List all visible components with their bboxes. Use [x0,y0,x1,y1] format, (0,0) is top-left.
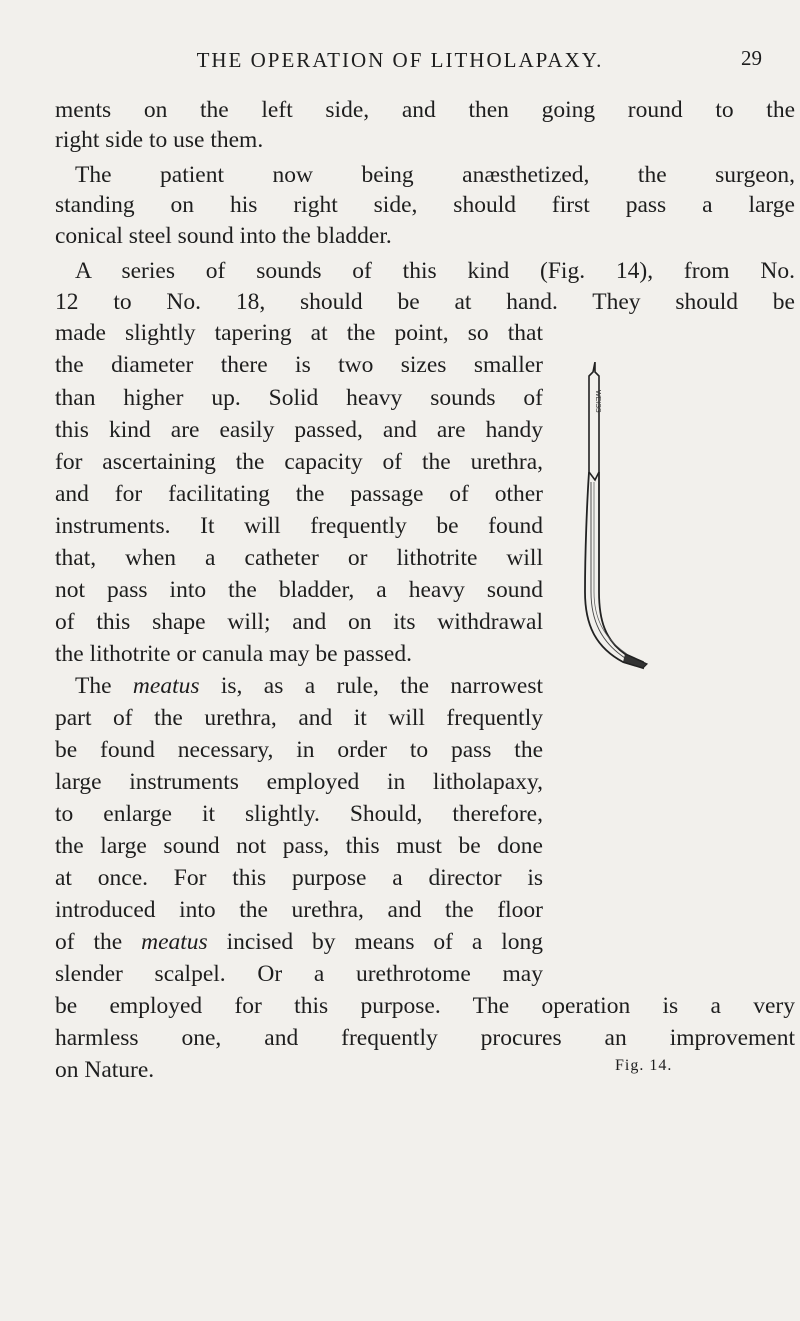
text-line: of this shape will; and on its withdrawal [55,609,543,635]
italic-term: meatus [141,929,208,955]
text-line: and for facilitating the passage of other [55,481,543,507]
text-line: introduced into the urethra, and the floor [55,897,543,923]
text-line: made slightly tapering at the point, so that [55,320,543,346]
text-line: The patient now being anæsthetized, the surgeon, [75,162,795,188]
text-line: instruments. It will frequently be found [55,513,543,539]
text-line: to enlarge it slightly. Should, therefore, [55,801,543,827]
text-line: large instruments employed in litholapaxy, [55,769,543,795]
sound-handle [589,362,599,480]
text-line: than higher up. Solid heavy sounds of [55,385,543,411]
sound-tip [623,654,647,668]
text-line: ments on the left side, and then going round to the [55,97,795,123]
text-line: at once. For this purpose a director is [55,865,543,891]
maker-mark: WEISS [594,390,601,413]
text-line: part of the urethra, and it will frequently [55,705,543,731]
text-line: the large sound not pass, this must be done [55,833,543,859]
line-rest: is, as a rule, the narrowest [220,673,544,699]
line-word: The [75,673,112,699]
sound-shading [591,482,625,658]
text-line: slender scalpel. Or a urethrotome may [55,961,543,987]
figure-caption: Fig. 14. [615,1057,673,1074]
running-head: THE OPERATION OF LITHOLAPAXY. [196,48,604,72]
page-number: 29 [741,46,762,70]
text-line: on Nature. [55,1057,155,1083]
text-line: the diameter there is two sizes smaller [55,352,543,378]
text-line: the lithotrite or canula may be passed. [55,641,412,667]
text-line: that, when a catheter or lithotrite will [55,545,543,571]
text-line [55,927,543,957]
steel-sound-illustration [555,362,655,674]
line-rest: incised by means of a long [226,929,543,955]
text-line: be employed for this purpose. The operation is a very [55,993,795,1019]
text-line: for ascertaining the capacity of the urethra, [55,449,543,475]
line-word: of the [55,929,123,955]
text-line: harmless one, and frequently procures an improvement [55,1025,795,1051]
text-line: this kind are easily passed, and are handy [55,417,543,443]
text-line: conical steel sound into the bladder. [55,223,392,249]
text-line: be found necessary, in order to pass the [55,737,543,763]
text-line: not pass into the bladder, a heavy sound [55,577,543,603]
text-line: A series of sounds of this kind (Fig. 14), from No. [75,258,795,284]
text-line: right side to use them. [55,127,264,153]
text-line [75,671,543,701]
text-line: standing on his right side, should first pass a large [55,192,795,218]
italic-term: meatus [132,673,200,699]
text-line: 12 to No. 18, should be at hand. They should be [55,289,795,315]
